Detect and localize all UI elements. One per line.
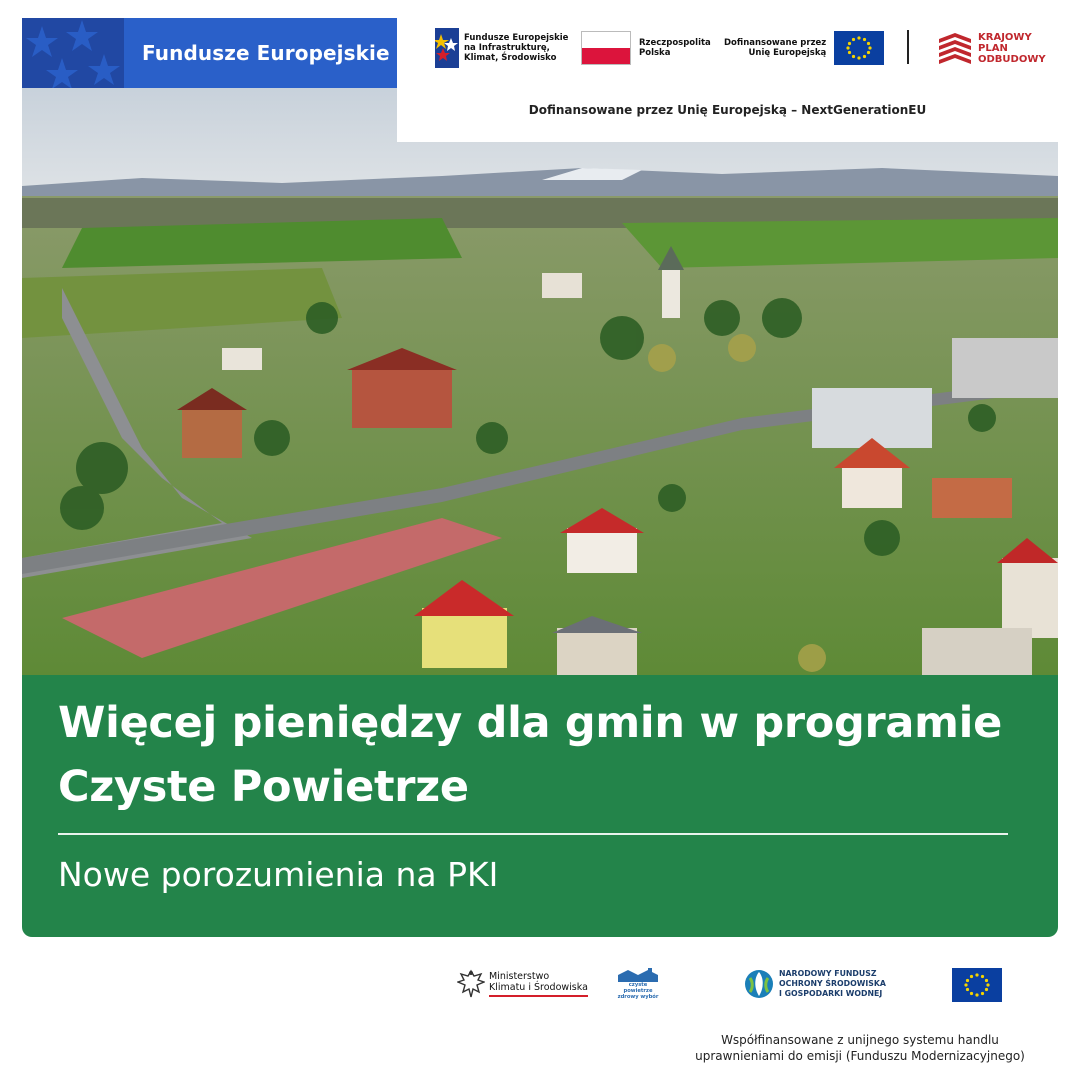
rzeczpospolita-logo [581,28,711,68]
headline-subtitle: Nowe porozumienia na PKI [58,855,499,894]
headline-panel [22,675,1058,937]
kpo-logo [939,26,1046,70]
headline-divider [58,833,1008,835]
nfos-icon [744,968,774,1000]
nfos-logo [744,968,886,1000]
ministry-text: Ministerstwo Klimatu i Środowiska [489,971,588,997]
eagle-icon [457,968,485,1000]
eu-cofinanced-logo [724,28,884,68]
top-logo-strip [397,18,1058,142]
kpo-text: KRAJOWY PLAN ODBUDOWY [978,31,1046,65]
ministry-logo [457,968,588,1000]
eu-flag-icon [952,968,1002,1002]
fundusze-europejskie-bar [22,18,397,88]
eu-cofinanced-text: Dofinansowane przez Unię Europejską [724,38,827,58]
nextgenerationeu-caption: Dofinansowane przez Unię Europejską – NextGenerationEU [528,103,927,117]
eu-flag-icon [834,31,884,65]
rzeczpospolita-text: Rzeczpospolita Polska [639,38,711,58]
footer-cofinancing-note: Współfinansowane z unijnego systemu handlu uprawnieniami do emisji (Funduszu Modernizacyjnego) [695,1033,1025,1063]
fe-program-text: Fundusze Europejskie na Infrastrukturę, Klimat, Środowisko [464,33,569,63]
headline-title: Więcej pieniędzy dla gmin w programie Czyste Powietrze [58,698,1002,812]
eu-stars-icon [22,18,124,88]
poland-flag-icon [581,31,631,65]
logo-separator [907,30,909,64]
fe-program-logo [435,25,568,71]
nfos-text: NARODOWY FUNDUSZ OCHRONY ŚRODOWISKA I GOSPODARKI WODNEJ [779,969,886,998]
czyste-powietrze-logo [614,968,662,1002]
kpo-icon [939,31,971,65]
czyste-powietrze-text: czyste powietrze zdrowy wybór [617,982,659,1000]
fe-label: Fundusze Europejskie [124,18,397,88]
fe-star-icon [435,28,459,68]
